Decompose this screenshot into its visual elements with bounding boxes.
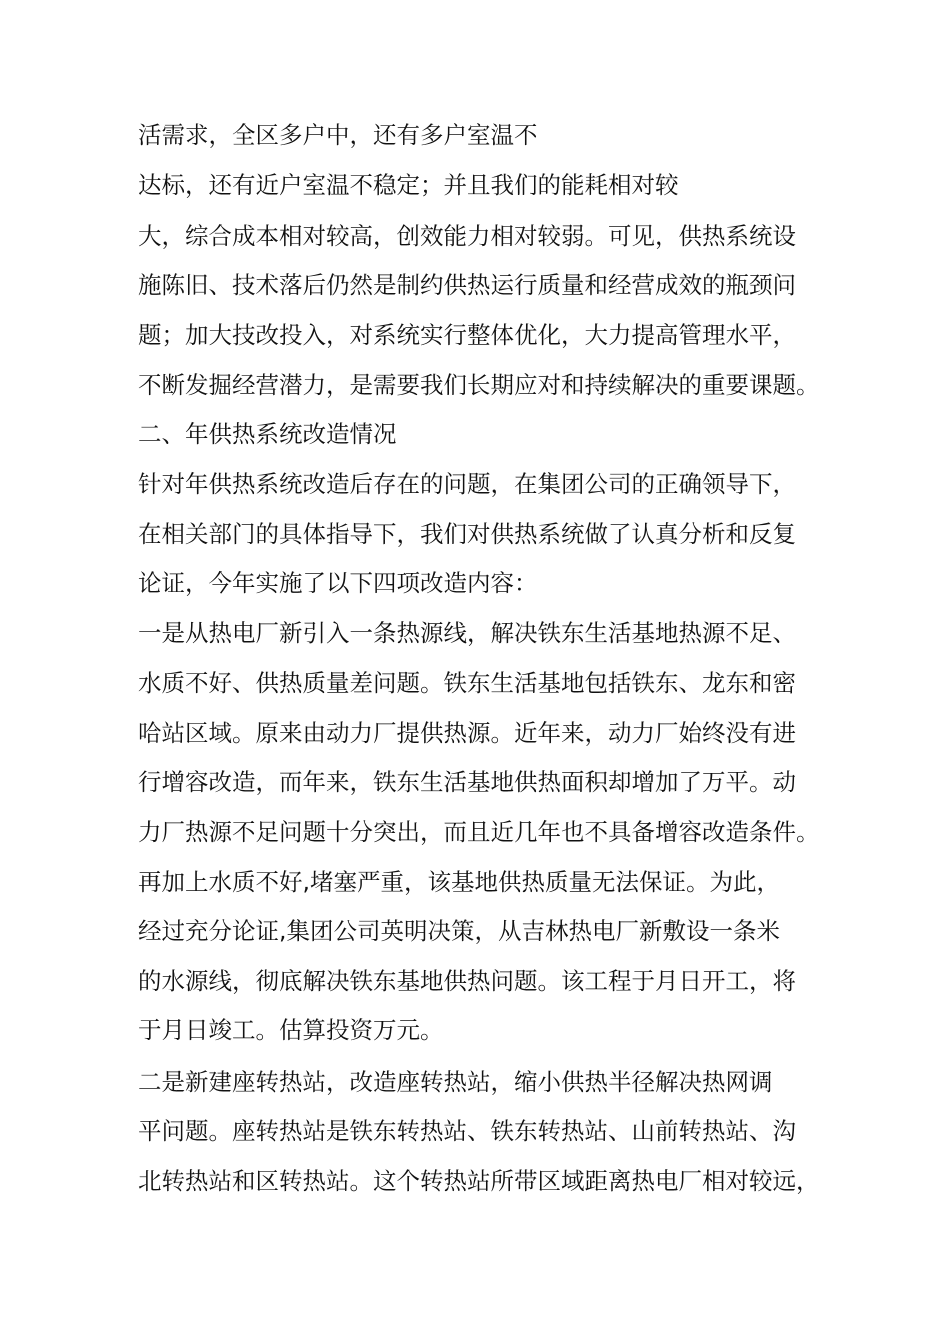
- text-line: 经过充分论证,集团公司英明决策，从吉林热电厂新敷设一条米: [138, 917, 780, 945]
- text-line: 一是从热电厂新引入一条热源线，解决铁东生活基地热源不足、: [138, 619, 796, 647]
- section-heading: 二、年供热系统改造情况: [138, 420, 397, 448]
- text-line: 施陈旧、技术落后仍然是制约供热运行质量和经营成效的瓶颈问: [138, 271, 796, 299]
- text-line: 活需求，全区多户中，还有多户室温不: [138, 121, 538, 149]
- text-line: 不断发掘经营潜力，是需要我们长期应对和持续解决的重要课题。: [138, 371, 820, 399]
- text-line: 论证，今年实施了以下四项改造内容：: [138, 569, 538, 597]
- text-line: 水质不好、供热质量差问题。铁东生活基地包括铁东、龙东和密: [138, 669, 796, 697]
- text-line: 在相关部门的具体指导下，我们对供热系统做了认真分析和反复: [138, 520, 796, 548]
- text-line: 题；加大技改投入，对系统实行整体优化，大力提高管理水平，: [138, 321, 796, 349]
- text-line: 针对年供热系统改造后存在的问题，在集团公司的正确领导下，: [138, 470, 796, 498]
- text-line: 力厂热源不足问题十分突出，而且近几年也不具备增容改造条件。: [138, 818, 820, 846]
- text-line: 达标，还有近户室温不稳定；并且我们的能耗相对较: [138, 171, 679, 199]
- text-line: 二是新建座转热站，改造座转热站，缩小供热半径解决热网调: [138, 1068, 773, 1096]
- text-line: 大，综合成本相对较高，创效能力相对较弱。可见，供热系统设: [138, 222, 796, 250]
- text-line: 行增容改造，而年来，铁东生活基地供热面积却增加了万平。动: [138, 768, 796, 796]
- text-line: 哈站区域。原来由动力厂提供热源。近年来，动力厂始终没有进: [138, 719, 796, 747]
- text-line: 平问题。座转热站是铁东转热站、铁东转热站、山前转热站、沟: [138, 1117, 796, 1145]
- text-line: 的水源线，彻底解决铁东基地供热问题。该工程于月日开工，将: [138, 967, 796, 995]
- text-line: 再加上水质不好,堵塞严重，该基地供热质量无法保证。为此，: [138, 868, 780, 896]
- text-line: 于月日竣工。估算投资万元。: [138, 1016, 444, 1044]
- text-line: 北转热站和区转热站。这个转热站所带区域距离热电厂相对较远，: [138, 1167, 820, 1195]
